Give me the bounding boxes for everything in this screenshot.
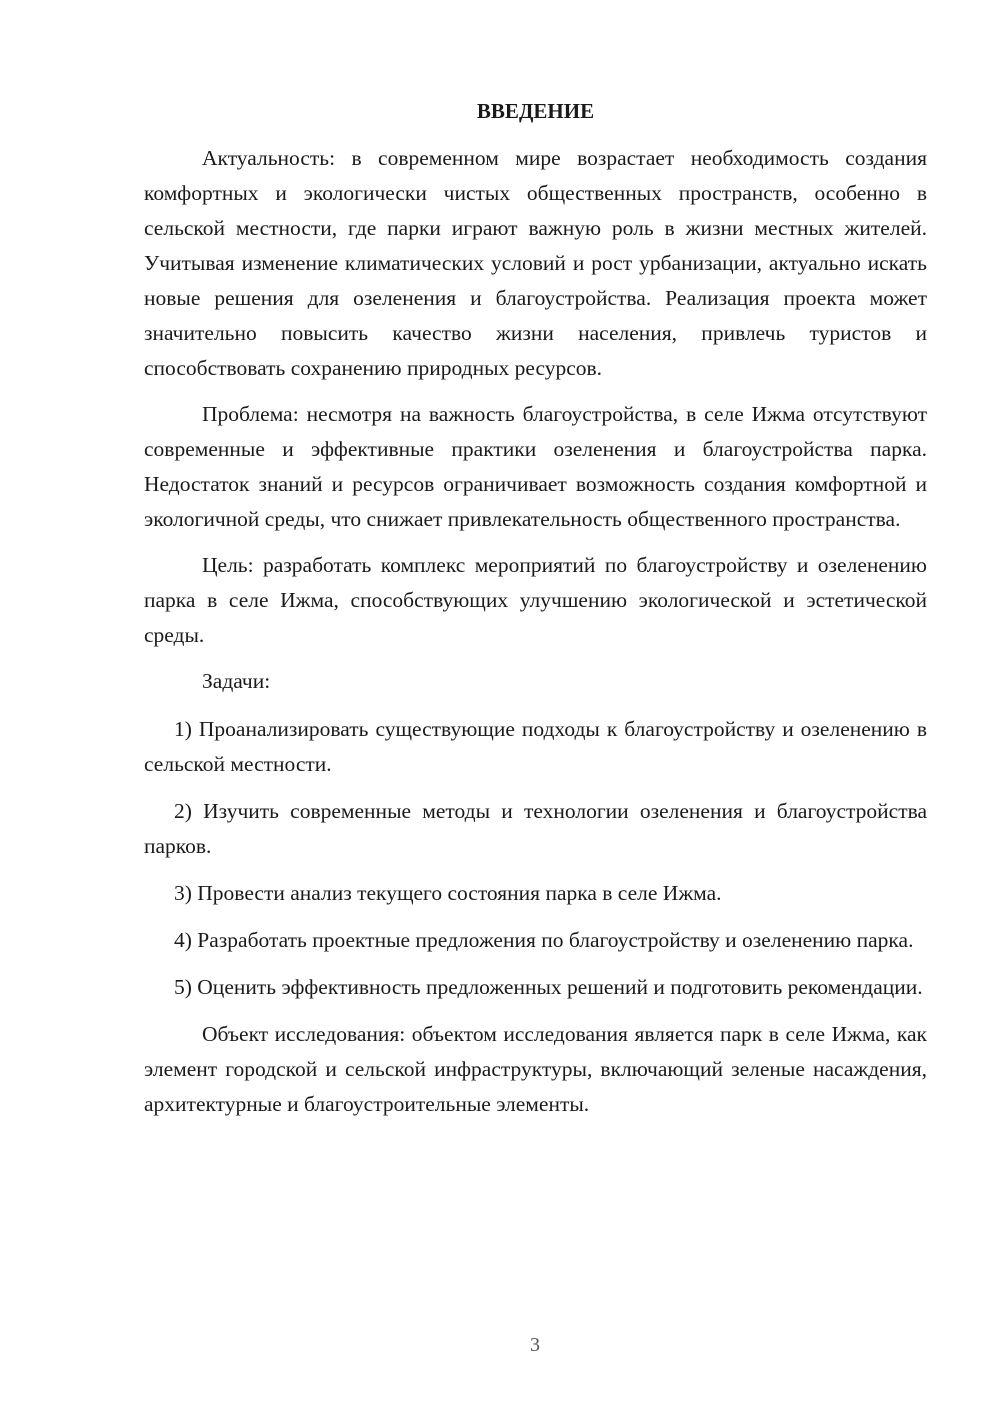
page-body [144,94,927,1133]
page-title: ВВЕДЕНИЕ [476,99,595,123]
paragraph-object: Объект исследования: объектом исследования является парк в селе Ижма, как элемент городской и сельской инфраструктуры, включающий зеленые насаждения, архитектурные и благоустроительные элементы. [144,1022,927,1116]
task-item-3: 3) Провести анализ текущего состояния парка в селе Ижма. [174,881,722,905]
paragraph-relevance: Актуальность: в современном мире возрастает необходимость создания комфортных и экологически чистых общественных пространств, особенно в сельской местности, где парки играют важную роль в жизни местных жителей. Учитывая изменение климатических условий и рост урбанизации, актуально искать новые решения для озеленения и благоустройства. Реализация проекта может значительно повысить качество жизни населения, привлечь туристов и способствовать сохранению природных ресурсов. [144,146,927,380]
paragraph-problem: Проблема: несмотря на важность благоустройства, в селе Ижма отсутствуют современные и эффективные практики озеленения и благоустройства парка. Недостаток знаний и ресурсов ограничивает возможность создания комфортной и экологичной среды, что снижает привлекательность общественного пространства. [144,402,927,531]
task-item-1: 1) Проанализировать существующие подходы к благоустройству и озеленению в сельской местности. [144,717,927,776]
task-item-4: 4) Разработать проектные предложения по благоустройству и озеленению парка. [174,928,914,952]
task-item-5: 5) Оценить эффективность предложенных решений и подготовить рекомендации. [174,975,923,999]
paragraph-goal: Цель: разработать комплекс мероприятий по благоустройству и озеленению парка в селе Ижма, способствующих улучшению экологической и эстетической среды. [144,553,927,647]
tasks-heading: Задачи: [202,669,271,693]
page-number: 3 [530,1334,540,1356]
task-item-2: 2) Изучить современные методы и технологии озеленения и благоустройства парков. [144,799,927,858]
